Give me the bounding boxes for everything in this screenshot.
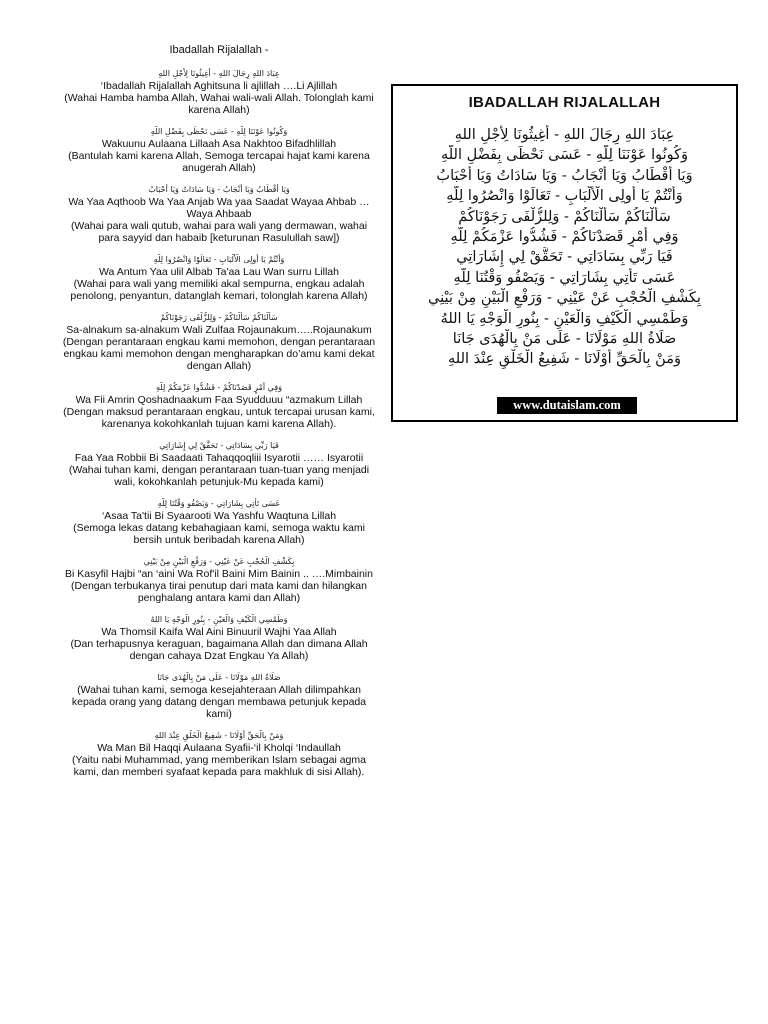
verse-latin: ‘Asaa Ta'tii Bi Syaarooti Wa Yashfu Waqtuna Lillah — [101, 510, 337, 522]
verse-latin: Wa Thomsil Kaifa Wal Aini Binuuril Wajhi Yaa Allah — [101, 626, 337, 638]
verse-arabic: وَكُونُوا عَوْنَنَا لِلّهِ - عَسَى نَحْظَى بِفَضْلِ اللّهِ — [150, 127, 288, 136]
verse-block — [60, 184, 378, 244]
verse-block — [60, 498, 378, 546]
verse-arabic: وَأَنْتُمْ يَا أُولِى الْأَلْبَابِ - تَعَالَوْا وَانْصُرُوا لِلّهِ — [153, 255, 285, 264]
box-arabic-line: صَلَاةُ اللهِ مَوْلَانَا - عَلَى مَنْ بِالْهُدَى جَانَا — [452, 331, 677, 348]
box-arabic-line: وَطَمْسِي الْكَيْفِ وَالْعَيْنِ - بِنُورِ الْوَجْهِ يَا اللهُ — [440, 310, 689, 327]
verse-translation: (Bantulah kami karena Allah, Semoga tercapai hajat kami karena anugerah Allah) — [68, 150, 370, 174]
verse-block — [60, 68, 378, 116]
website-url: www.dutaislam.com — [497, 397, 637, 414]
document-title: Ibadallah Rijalallah - — [169, 44, 269, 56]
box-arabic-line: عِبَادَ اللهِ رِجَالَ اللهِ - أَغِيثُونَا لِأَجْلِ اللهِ — [454, 127, 675, 143]
verse-block — [60, 614, 378, 662]
verse-block — [60, 312, 378, 372]
verse-arabic: وَفِي أَمْرٍ قَصَدْنَاكُمْ - فَشُدُّوا عَزْمَكُمْ لِلّهِ — [155, 383, 282, 392]
verse-latin: Wa Fii Amrin Qoshadnaakum Faa Syudduuu “azmakum Lillah — [75, 394, 363, 406]
box-arabic-line: وَكُونُوا عَوْنَنَا لِلّهِ - عَسَى نَحْظَى بِفَضْلِ اللّهِ — [440, 147, 689, 164]
verse-latin: Wa Yaa Aqthoob Wa Yaa Anjab Wa yaa Saadat Wayaa Ahbab … Waya Ahbaab — [68, 196, 370, 220]
box-arabic-line: عَسَى تَأْتِي بِشَارَاتِي - وَيَصْفُو وَقْتُنَا لِلّهِ — [453, 269, 676, 286]
verse-translation: (Yaitu nabi Muhammad, yang memberikan Islam sebagai agma kami, dan memberi syafaat kepada para makhluk di sisi Allah). — [72, 754, 366, 778]
verse-translation: (Wahai tuhan kami, dengan perantaraan tuan-tuan yang menjadi wali, kokohkanlah petunjuk-Mu kepada kami) — [68, 464, 370, 488]
verse-latin: ‘Ibadallah Rijalallah Aghitsuna li ajlillah ….Li Ajlillah — [100, 80, 338, 92]
verse-block — [60, 556, 378, 604]
verse-translation: (Dan terhapusnya keraguan, bagaimana Allah dan dimana Allah dengan cahaya Dzat Engkau Ya Allah) — [70, 638, 368, 662]
verse-column — [60, 44, 378, 788]
arabic-text-box — [391, 84, 738, 422]
verse-latin: Wakuunu Aulaana Lillaah Asa Nakhtoo Bifadhlillah — [101, 138, 337, 150]
verse-translation: (Dengan terbukanya tirai penutup dari mata kami dan hilangkan penghalang antara kami dan Allah) — [71, 580, 367, 604]
verse-translation: (Dengan perantaraan engkau kami memohon, dengan perantaraan engkau kami memohon dengan mengharapkan do’amu kami dekat dengan Allah) — [62, 336, 376, 372]
box-arabic-line: وَفِي أَمْرٍ قَصَدْنَاكُمْ - فَشُدُّوا عَزْمَكُمْ لِلّهِ — [450, 229, 679, 246]
verse-arabic: صَلَاةُ اللهِ مَوْلَانَا - عَلَى مَنْ بِالْهُدَى جَانَا — [157, 673, 281, 682]
verse-block — [60, 382, 378, 430]
box-title: IBADALLAH RIJALALLAH — [468, 94, 661, 111]
verse-block — [60, 126, 378, 174]
verse-arabic: فَيَا رَبِّي بِسَادَاتِي - تَحَقَّقْ لِي إِشَارَاتِي — [159, 441, 279, 450]
verse-arabic: وَمَنْ بِالْحَقِّ أَوْلَانَا - شَفِيعُ الْخَلْقِ عِنْدَ اللهِ — [154, 731, 284, 740]
verse-latin: Wa Man Bil Haqqi Aulaana Syafii-‘il Kholqi ‘Indaullah — [97, 742, 341, 754]
box-arabic-line: وَيَا أَقْطَابُ وَيَا أَنْجَابُ - وَيَا سَادَاتُ وَيَا أَحْبَابُ — [436, 167, 693, 184]
verse-arabic: وَيَا أَقْطَابُ وَيَا أَنْجَابُ - وَيَا سَادَاتُ وَيَا أَحْبَابُ — [148, 185, 290, 194]
box-arabic-line: وَمَنْ بِالْحَقِّ أَوْلَانَا - شَفِيعُ الْخَلْقِ عِنْدَ اللهِ — [448, 351, 681, 368]
box-arabic-lines — [393, 125, 736, 370]
verse-arabic: سَأَلْنَاكُمْ سَأَلْنَاكُمْ - وَلِلزُّلْفَى رَجَوْنَاكُمْ — [160, 313, 278, 322]
verse-translation: (Wahai Hamba hamba Allah, Wahai wali-wali Allah. Tolonglah kami karena Allah) — [64, 92, 374, 116]
verse-arabic: وَطَمْسِي الْكَيْفِ وَالْعَيْنِ - بِنُورِ الْوَجْهِ يَا اللهُ — [150, 615, 288, 624]
box-arabic-line: وَأَنْتُمْ يَا أُولِى الْأَلْبَابِ - تَعَالَوْا وَانْصُرُوا لِلّهِ — [446, 188, 683, 205]
verse-arabic: عِبَادَ اللهِ رِجَالَ اللهِ - أَغِيثُونَا لِأَجْلِ اللهِ — [158, 69, 280, 78]
verse-latin: Faa Yaa Robbii Bi Saadaati Tahaqqoqliii Isyarotii …… Isyarotii — [74, 452, 364, 464]
verse-block — [60, 672, 378, 720]
verse-translation: (Wahai tuhan kami, semoga kesejahteraan Allah dilimpahkan kepada orang yang datang dengan membawa petunjuk kepada kami) — [71, 684, 367, 720]
verse-block — [60, 254, 378, 302]
verse-translation: (Wahai para wali qutub, wahai para wali yang dermawan, wahai para sayyid dan habaib [keturunan Rasulullah saw]) — [70, 220, 368, 244]
verse-block — [60, 440, 378, 488]
verse-latin: Sa-alnakum sa-alnakum Wali Zulfaa Rojaunakum…..Rojaunakum — [66, 324, 372, 336]
box-arabic-line: فَيَا رَبِّي بِسَادَاتِي - تَحَقَّقْ لِي إِشَارَاتِي — [456, 249, 673, 266]
verse-arabic: بِكَشْفِ الْحُجْبِ عَنْ عَيْنِي - وَرَفْعِ الْبَيْنِ مِنْ بَيْنِي — [143, 557, 295, 566]
verse-translation: (Semoga lekas datang kebahagiaan kami, semoga waktu kami bersih untuk beribadah karena Allah) — [73, 522, 365, 546]
verse-latin: Wa Antum Yaa ulil Albab Ta'aa Lau Wan surru Lillah — [99, 266, 339, 278]
verse-block — [60, 730, 378, 778]
verse-translation: (Wahai para wali yang memiliki akal sempurna, engkau adalah penolong, penyantun, datanglah kemari, tolonglah karena Allah) — [70, 278, 368, 302]
verse-arabic: عَسَى تَأْتِي بِشَارَاتِي - وَيَصْفُو وَقْتُنَا لِلّهِ — [157, 499, 281, 508]
verse-latin: Bi Kasyfil Hajbi “an ‘aini Wa Rof'il Baini Mim Bainin .. ….Mimbainin — [65, 568, 373, 580]
verse-translation: (Dengan maksud perantaraan engkau, untuk tercapai urusan kami, karenanya kokohkanlah tujuan kami karena Allah). — [63, 406, 375, 430]
box-arabic-line: بِكَشْفِ الْحُجْبِ عَنْ عَيْنِي - وَرَفْعِ الْبَيْنِ مِنْ بَيْنِي — [428, 290, 701, 307]
box-arabic-line: سَأَلْنَاكُمْ سَأَلْنَاكُمْ - وَلِلزُّلْفَى رَجَوْنَاكُمْ — [458, 208, 671, 225]
verse-list — [60, 68, 378, 778]
